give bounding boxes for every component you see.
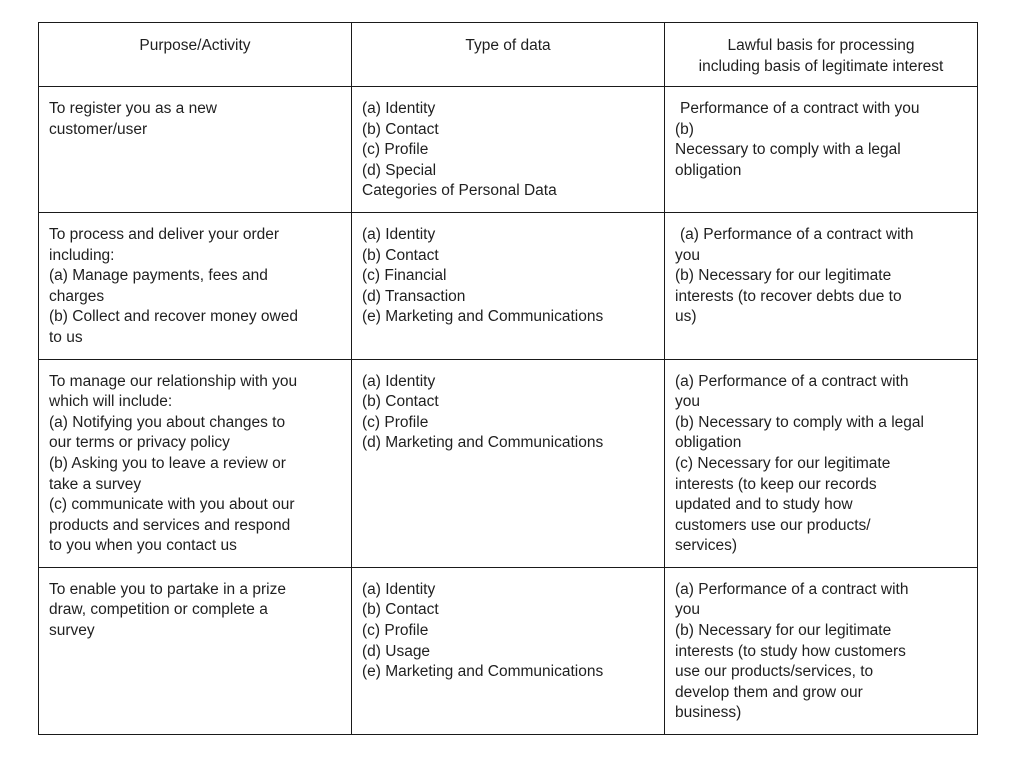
header-type-of-data [352, 23, 665, 87]
cell-line: (b) [675, 120, 694, 138]
cell-line: updated and to study how [675, 496, 853, 514]
cell-line: Necessary to comply with a legal [675, 141, 901, 159]
cell-line: To manage our relationship with you [49, 372, 298, 390]
header-line: including basis of legitimate interest [698, 57, 944, 75]
cell-line: interests (to recover debts due to [675, 287, 902, 305]
cell-line: (c) Necessary for our legitimate [675, 454, 891, 472]
cell-line: (a) Identity [362, 225, 436, 243]
cell-line: (c) Profile [362, 413, 429, 431]
cell-line: (a) Performance of a contract with [680, 225, 914, 243]
cell-line: you [675, 246, 700, 264]
table-row-register-customer [39, 87, 978, 213]
cell-line: (a) Identity [362, 100, 436, 117]
cell-line: survey [49, 622, 95, 640]
cell-line: obligation [675, 434, 742, 452]
cell-line: (b) Contact [362, 246, 439, 264]
cell-line: (a) Manage payments, fees and [49, 267, 268, 285]
cell-line: (b) Necessary to comply with a legal [675, 413, 924, 431]
header-line: Type of data [465, 37, 551, 54]
data-types-cell [352, 567, 665, 734]
lawful-basis-cell [665, 212, 978, 359]
header-row [39, 23, 978, 87]
data-types-cell [352, 87, 665, 213]
table-row-manage-relationship [39, 359, 978, 567]
cell-line: (c) Profile [362, 622, 429, 640]
cell-line: (e) Marketing and Communications [362, 308, 604, 326]
cell-line: (a) Notifying you about changes to [49, 413, 286, 431]
header-purpose-activity [39, 23, 352, 87]
cell-line: business) [675, 704, 742, 722]
cell-line: (a) Performance of a contract with [675, 580, 909, 598]
cell-line: Performance of a contract with you [680, 100, 920, 117]
cell-line: to us [49, 328, 83, 346]
header-lawful-basis [665, 23, 978, 87]
header-line: Lawful basis for processing [727, 37, 915, 54]
cell-line: (c) Financial [362, 267, 447, 285]
cell-line: (d) Usage [362, 642, 431, 660]
cell-line: To enable you to partake in a prize [49, 580, 286, 598]
cell-line: interests (to study how customers [675, 642, 906, 660]
cell-line: (d) Special [362, 161, 437, 179]
table-row-process-order [39, 212, 978, 359]
cell-line: To register you as a new [49, 100, 218, 117]
cell-line: (b) Necessary for our legitimate [675, 622, 892, 640]
purpose-cell [39, 212, 352, 359]
cell-line: (d) Transaction [362, 287, 466, 305]
cell-line: draw, competition or complete a [49, 601, 268, 619]
cell-line: (c) Profile [362, 141, 429, 159]
cell-line: charges [49, 287, 105, 305]
cell-line: (b) Contact [362, 393, 439, 411]
cell-line: our terms or privacy policy [49, 434, 230, 452]
lawful-basis-table [38, 22, 978, 735]
cell-line: (d) Marketing and Communications [362, 434, 604, 452]
cell-line: services) [675, 537, 738, 555]
cell-line: (b) Collect and recover money owed [49, 308, 298, 326]
table-body [39, 87, 978, 735]
cell-line: (b) Contact [362, 601, 439, 619]
purpose-cell [39, 567, 352, 734]
cell-line: customer/user [49, 120, 148, 138]
cell-line: develop them and grow our [675, 683, 863, 701]
lawful-basis-cell [665, 567, 978, 734]
data-types-cell [352, 359, 665, 567]
cell-line: obligation [675, 161, 742, 179]
cell-line: us) [675, 308, 697, 326]
cell-line: you [675, 393, 700, 411]
cell-line: interests (to keep our records [675, 475, 877, 493]
cell-line: (b) Contact [362, 120, 439, 138]
cell-line: To process and deliver your order [49, 225, 280, 243]
cell-line: (a) Identity [362, 580, 436, 598]
cell-line: (c) communicate with you about our [49, 496, 295, 514]
cell-line: (a) Performance of a contract with [675, 372, 909, 390]
cell-line: take a survey [49, 475, 142, 493]
cell-line: including: [49, 246, 115, 264]
lawful-basis-cell [665, 87, 978, 213]
cell-line: Categories of Personal Data [362, 182, 557, 200]
cell-line: (a) Identity [362, 372, 436, 390]
lawful-basis-cell [665, 359, 978, 567]
table-header [39, 23, 978, 87]
cell-line: (e) Marketing and Communications [362, 663, 604, 681]
cell-line: products and services and respond [49, 516, 291, 534]
table-row-prize-draw [39, 567, 978, 734]
cell-line: which will include: [49, 393, 173, 411]
cell-line: to you when you contact us [49, 537, 237, 555]
cell-line: (b) Asking you to leave a review or [49, 454, 286, 472]
purpose-cell [39, 359, 352, 567]
cell-line: (b) Necessary for our legitimate [675, 267, 892, 285]
header-line: Purpose/Activity [139, 37, 251, 54]
purpose-cell [39, 87, 352, 213]
cell-line: customers use our products/ [675, 516, 871, 534]
cell-line: use our products/services, to [675, 663, 874, 681]
cell-line: you [675, 601, 700, 619]
data-types-cell [352, 212, 665, 359]
